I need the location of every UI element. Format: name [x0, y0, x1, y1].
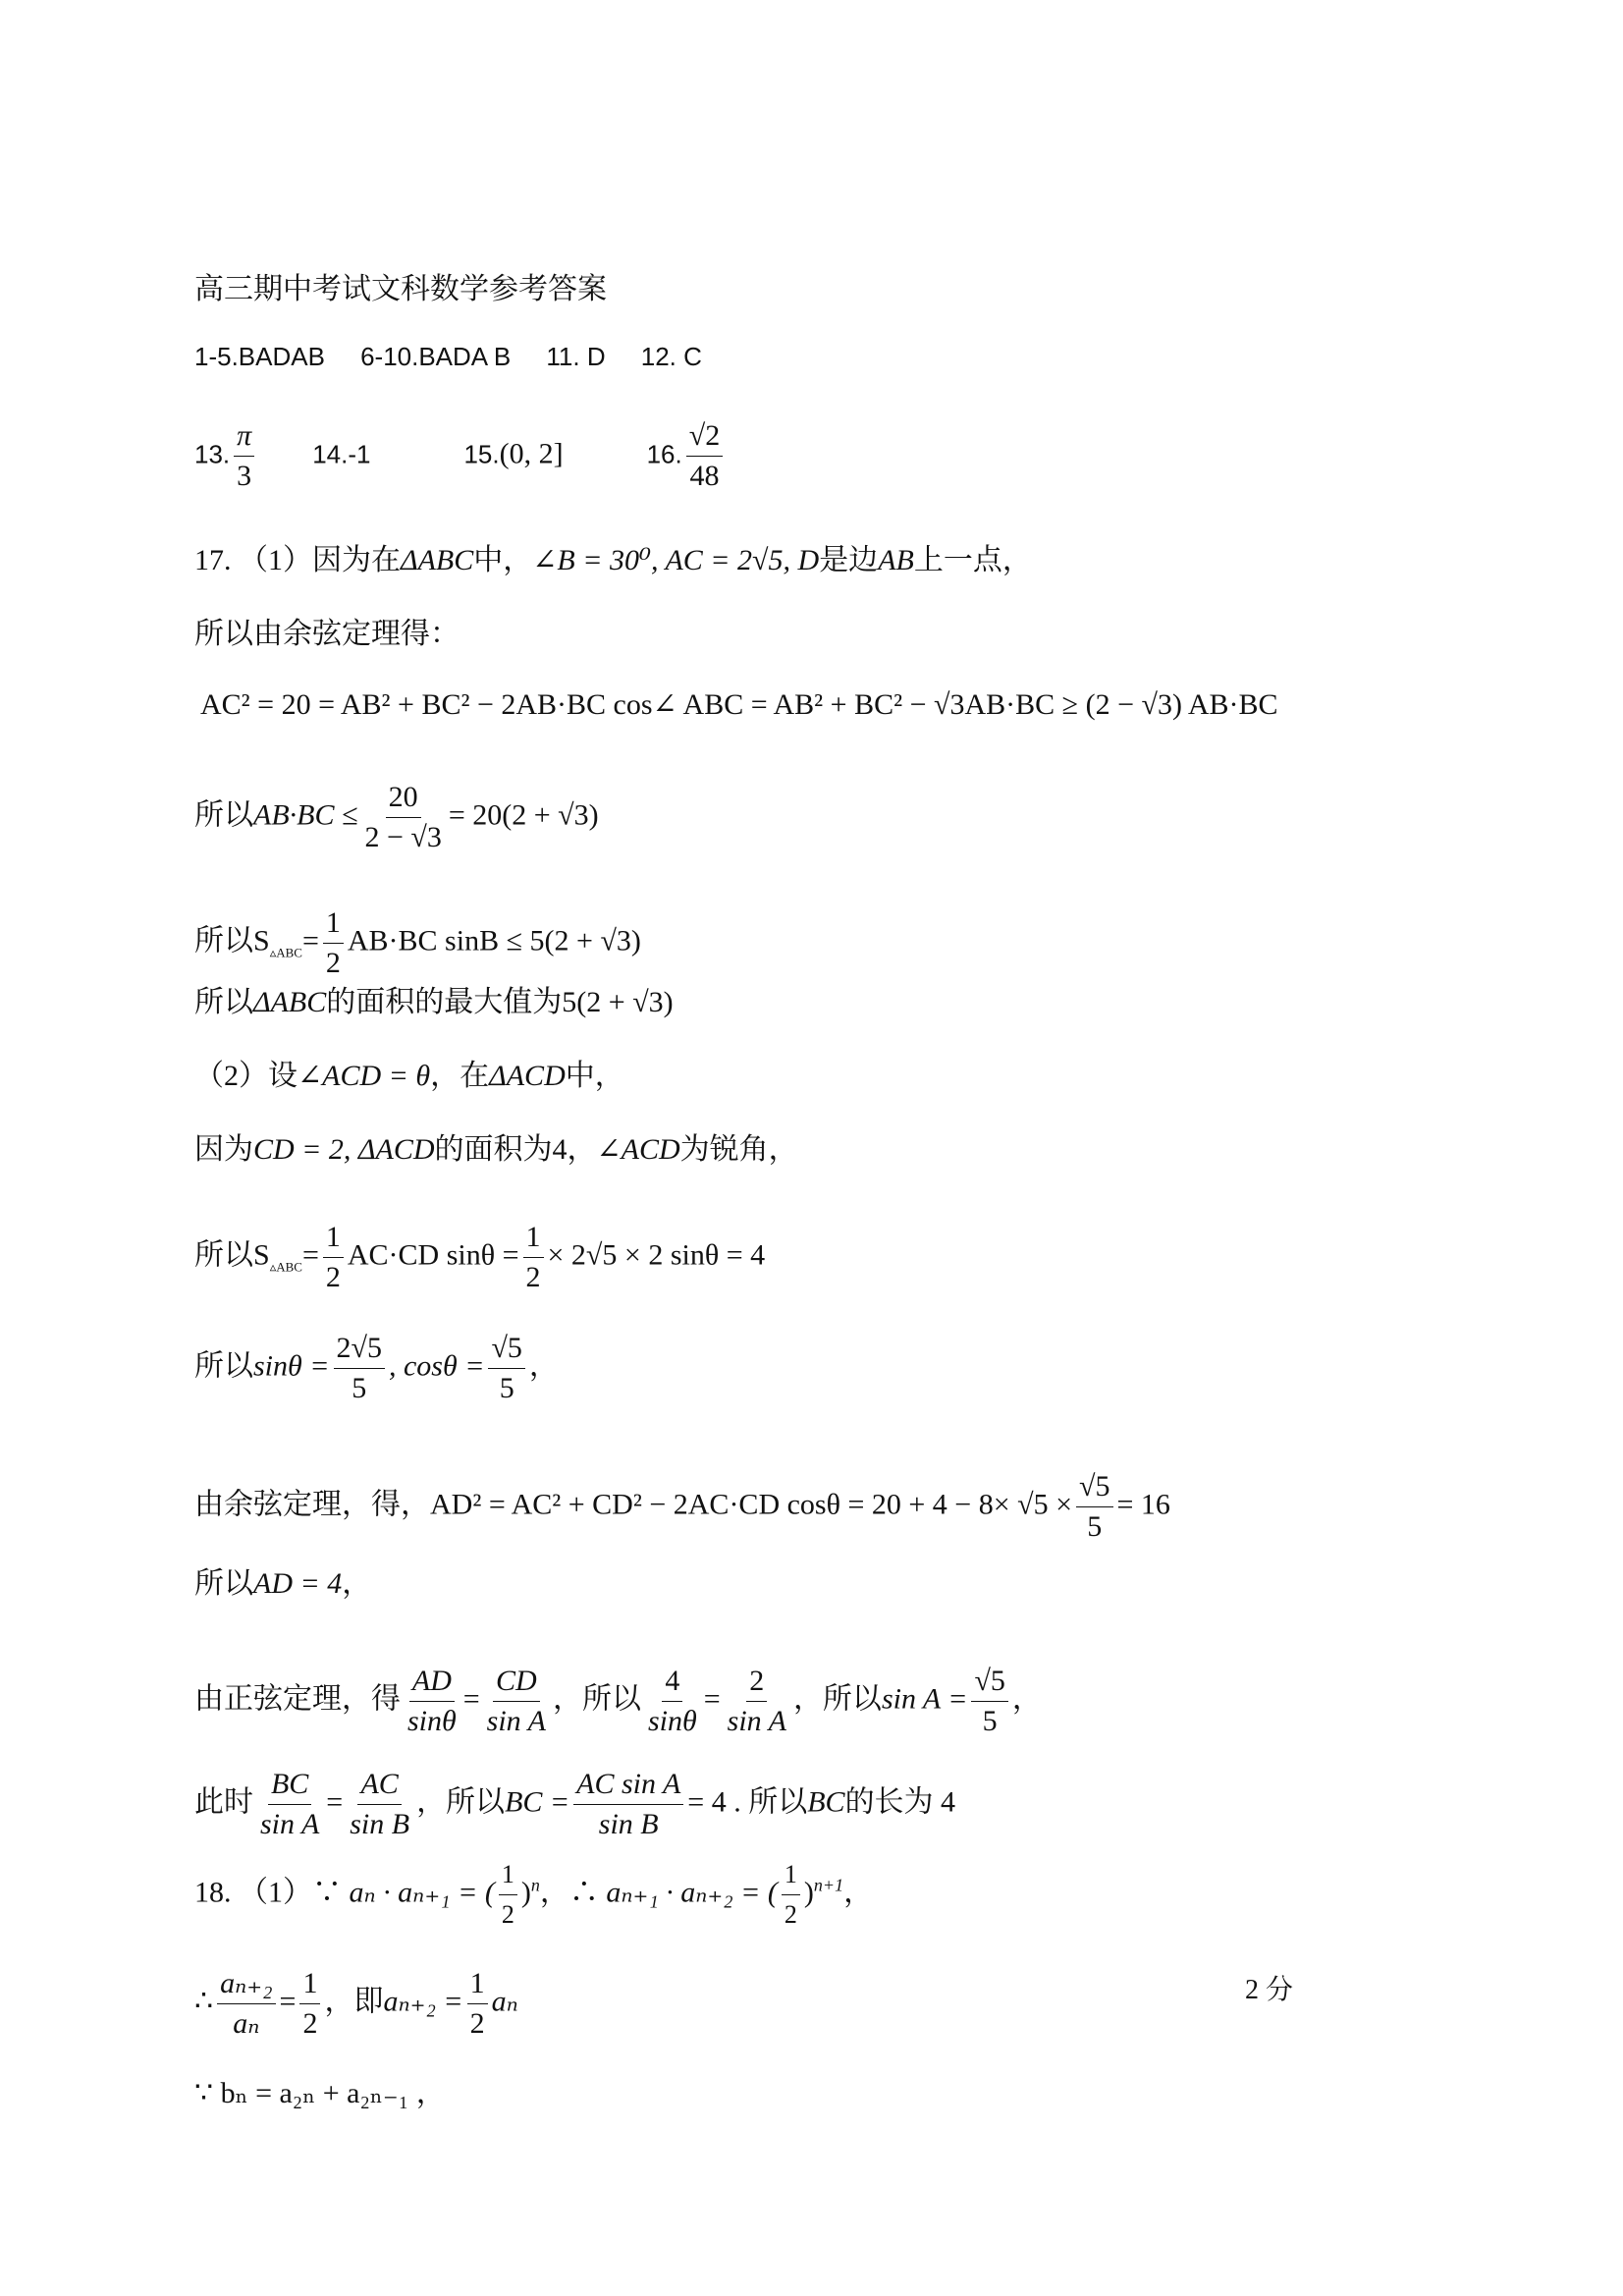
- q17-part2-intro: （2）设∠ACD = θ，在ΔACD中，: [194, 1060, 624, 1092]
- q16-label: 16.: [646, 439, 682, 469]
- q16-fraction: $\frac{√2}{48}$: [686, 416, 723, 496]
- mc-answer-11: 11. D: [546, 342, 606, 371]
- q17-line-10: 所以sinθ = $\frac{2√5}{5}$ , cosθ = $\frac{√5}{5}$ ，: [194, 1329, 559, 1408]
- page-title: 高三期中考试文科数学参考答案: [194, 273, 607, 305]
- q17-line-5: 所以$S_{▵ABC}=$ $\frac{1}{2}$ AB·BC sinB ≤ 5(2 + √3): [194, 903, 641, 983]
- q15-label: 15.: [463, 439, 500, 469]
- fill-answers-line: [194, 416, 727, 496]
- q18-line-3: ∵ bₙ = a₂ₙ + a₂ₙ₋₁ ，: [194, 2077, 446, 2109]
- q13-label: 13.: [194, 439, 231, 469]
- q13-fraction: $\frac{\pi}{3}$: [234, 416, 254, 496]
- q14-answer: 14.-1: [312, 439, 371, 469]
- q17-line-4: 所以AB·BC ≤ $\frac{20}{2 - √3}$ = 20(2 + √3): [194, 778, 599, 857]
- q17-line-6: 所以ΔABC的面积的最大值为5(2 + √3): [194, 986, 674, 1018]
- q17-line-12: 所以AD = 4，: [194, 1567, 372, 1600]
- q17-line-11: 由余弦定理，得，AD² = AC² + CD² − 2AC·CD cosθ = 20 + 4 − 8× √5 × $\frac{√5}{5}$ = 16: [194, 1467, 1170, 1547]
- q18-line-2: ∴ $\frac{\text{aₙ₊₂}}{\text{aₙ}}$ = $\frac{1}{2}$ ，即aₙ₊₂ = $\frac{1}{2}$ aₙ: [194, 1964, 518, 2044]
- q18-score: 2 分: [1245, 1975, 1294, 2005]
- mc-answer-6-10: 6-10.BADA B: [360, 342, 512, 371]
- q17-line-2: 所以由余弦定理得：: [194, 618, 460, 650]
- mc-answers-line: [194, 339, 702, 374]
- mc-answer-12: 12. C: [640, 342, 702, 371]
- q17-intro: 17. （1）因为在ΔABC中，∠B = 30⁰, AC = 2√5, D是边AB上一点，: [194, 544, 1032, 576]
- q17-line-8: 因为CD = 2, ΔACD的面积为4，∠ACD为锐角，: [194, 1133, 798, 1166]
- q15-answer: (0, 2]: [499, 437, 564, 470]
- q17-line-3-formula: AC² = 20 = AB² + BC² − 2AB·BC cos∠ ABC = AB² + BC² − √3AB·BC ≥ (2 − √3) AB·BC: [200, 688, 1278, 721]
- q17-line-14: 此时 $\frac{BC}{\text{sin A}}$ = $\frac{AC}{\text{sin B}}$ ，所以BC = $\frac{\text{AC sin A}}{\text{sin B}}$ = 4 . 所以BC的长为 4: [194, 1765, 955, 1844]
- q17-line-13: 由正弦定理，得 $\frac{AD}{\sin\theta}$ = $\frac{CD}{\text{sin A}}$ ，所以 $\frac{4}{\sin\theta}$ = $\frac{2}{\text{sin A}}$ ，所以sin A = $\frac{√5}{5}$ ，: [194, 1662, 1042, 1741]
- q17-line-9: 所以$S_{▵ABC}=$ $\frac{1}{2}$ AC·CD sinθ = $\frac{1}{2}$ × 2√5 × 2 sinθ = 4: [194, 1218, 765, 1297]
- q18-line-1: 18. （1）∵ aₙ · aₙ₊₁ = ( $\frac{1}{2}$ )$^n$，∴ aₙ₊₁ · aₙ₊₂ = ( $\frac{1}{2}$ )$^{n+1}$，: [194, 1855, 873, 1935]
- mc-answer-1-5: 1-5.BADAB: [194, 342, 325, 371]
